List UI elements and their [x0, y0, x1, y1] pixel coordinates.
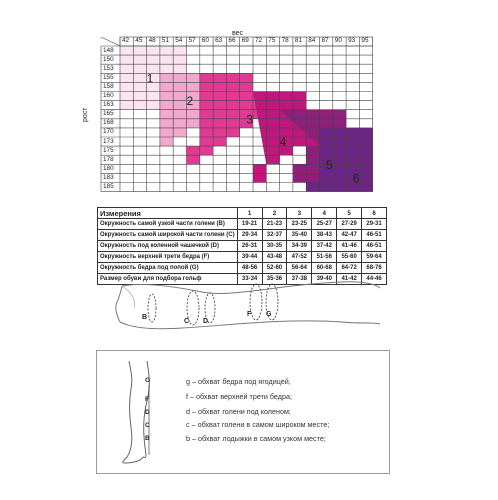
weight-tick: 45: [135, 37, 143, 44]
height-tick: 168: [103, 119, 114, 127]
table-row: [98, 230, 387, 241]
legend-letter-g: G: [145, 377, 151, 384]
measurement-value: 56-64: [287, 263, 312, 274]
height-tick: 165: [103, 110, 114, 118]
weight-tick: 57: [188, 37, 196, 44]
weight-tick: 72: [255, 37, 263, 44]
table-row: [98, 219, 387, 230]
table-header-row: [98, 208, 387, 219]
zone-label-4: 4: [279, 135, 287, 150]
weight-tick: 84: [308, 37, 316, 44]
measurement-value: 19-21: [237, 219, 262, 230]
weight-tick: 54: [175, 37, 183, 44]
zone-label-1: 1: [146, 71, 154, 86]
height-tick: 183: [103, 173, 114, 181]
height-tick: 148: [103, 46, 114, 54]
measurement-value: 47-52: [287, 252, 312, 263]
measurement-value: 23-25: [287, 219, 312, 230]
legend-text-g: g – обхват бедра под ягодицей,: [186, 377, 291, 386]
size-col-3: 3: [287, 208, 312, 219]
height-tick: 153: [103, 64, 114, 72]
weight-tick: 90: [334, 37, 342, 44]
weight-tick: 66: [228, 37, 236, 44]
measurement-value: 46-51: [362, 230, 387, 241]
weight-tick: 48: [148, 37, 156, 44]
size-chart: [92, 28, 388, 204]
weight-tick: 51: [161, 37, 169, 44]
measurement-value: 60-68: [312, 263, 337, 274]
zone-label-3: 3: [246, 112, 254, 127]
measurement-label: Окружность самой широкой части голени (C): [98, 230, 238, 241]
measurement-value: 27-29: [337, 219, 362, 230]
legend-letter-b: B: [145, 435, 150, 442]
weight-tick: 93: [348, 37, 356, 44]
table-body: [98, 219, 387, 285]
weight-tick: 81: [294, 37, 302, 44]
legend-text-f: f – обхват верхней трети бедра;: [186, 392, 292, 401]
weight-tick: 87: [321, 37, 329, 44]
height-tick: 178: [103, 155, 114, 163]
measurement-value: 46-51: [362, 241, 387, 252]
weight-tick: 42: [122, 37, 130, 44]
weight-tick: 95: [361, 37, 369, 44]
weight-tick: 75: [268, 37, 276, 44]
size-col-5: 5: [337, 208, 362, 219]
measurement-value: 42-47: [337, 230, 362, 241]
height-tick: 158: [103, 82, 114, 90]
weight-tick: 78: [281, 37, 289, 44]
height-tick: 185: [103, 183, 114, 190]
size-col-6: 6: [362, 208, 387, 219]
measurement-value: 33-34: [237, 274, 262, 285]
legend-letter-f: F: [145, 396, 149, 403]
measurement-value: 52-60: [262, 263, 287, 274]
leg-label-c: C: [184, 318, 190, 325]
height-tick: 180: [103, 164, 114, 172]
legend-letter-d: D: [145, 409, 150, 416]
measurement-value: 43-48: [262, 252, 287, 263]
measurement-value: 37-38: [287, 274, 312, 285]
measurement-value: 38-43: [312, 230, 337, 241]
measurement-value: 64-72: [337, 263, 362, 274]
table-row: [98, 263, 387, 274]
measurement-value: 35-40: [287, 230, 312, 241]
measurement-value: 35-36: [262, 274, 287, 285]
measurement-value: 39-40: [312, 274, 337, 285]
measurement-value: 32-37: [262, 230, 287, 241]
table-row: [98, 252, 387, 263]
measurement-value: 48-56: [237, 263, 262, 274]
measurement-label: Размер обуви для подбора гольф: [98, 274, 238, 285]
height-tick: 173: [103, 137, 114, 145]
height-tick: 170: [103, 128, 114, 136]
measurement-value: 44-46: [362, 274, 387, 285]
measurement-value: 29-31: [362, 219, 387, 230]
zone-label-6: 6: [352, 171, 360, 186]
leg-side-figure: [109, 357, 179, 467]
weight-tick: 69: [241, 37, 249, 44]
legend-text-c: c – обхват голени в самом широком месте;: [186, 420, 330, 429]
leg-label-f: F: [247, 311, 252, 318]
height-tick: 150: [103, 55, 114, 63]
weight-tick: 60: [201, 37, 209, 44]
size-col-2: 2: [262, 208, 287, 219]
measurement-value: 29-34: [237, 230, 262, 241]
leg-illustration: [112, 278, 384, 342]
measurement-value: 55-60: [337, 252, 362, 263]
measurement-value: 37-42: [312, 241, 337, 252]
measurement-value: 41-46: [337, 241, 362, 252]
x-axis-label: вес: [232, 30, 244, 37]
measurement-value: 39-44: [237, 252, 262, 263]
size-col-1: 1: [237, 208, 262, 219]
measurement-label: Окружность бедра под попой (G): [98, 263, 238, 274]
size-col-4: 4: [312, 208, 337, 219]
leg-label-d: D: [203, 318, 209, 325]
measurement-value: 34-39: [287, 241, 312, 252]
measurements-header: Измерения: [98, 208, 238, 219]
measurement-label: Окружность верхней трети бедра (F): [98, 252, 238, 263]
legend-text-b: b – обхват лодыжки в самом узком месте;: [186, 434, 326, 443]
measurement-label: Окружность под коленной чашечкой (D): [98, 241, 238, 252]
y-axis-label: рост: [82, 107, 89, 122]
zone-label-2: 2: [186, 94, 194, 109]
height-tick: 155: [103, 73, 114, 81]
height-tick: 163: [103, 101, 114, 109]
measurement-label: Окружность самой узкой части голени (B): [98, 219, 238, 230]
measurement-value: 30-35: [262, 241, 287, 252]
measurement-value: 21-23: [262, 219, 287, 230]
leg-label-g: G: [266, 311, 272, 318]
measurement-value: 26-31: [237, 241, 262, 252]
weight-tick: 63: [215, 37, 223, 44]
height-tick: 175: [103, 146, 114, 154]
legend-text-d: d – обхват голени под коленом;: [186, 407, 291, 416]
legend-letter-c: C: [145, 422, 150, 429]
measurement-value: 68-76: [362, 263, 387, 274]
measurement-value: 41-42: [337, 274, 362, 285]
zone-label-5: 5: [326, 157, 333, 172]
height-tick: 160: [103, 92, 114, 99]
measurement-value: 25-27: [312, 219, 337, 230]
measurement-value: 59-64: [362, 252, 387, 263]
measurements-table: [97, 207, 387, 285]
leg-label-b: B: [142, 314, 148, 321]
table-row: [98, 241, 387, 252]
measurement-value: 51-56: [312, 252, 337, 263]
